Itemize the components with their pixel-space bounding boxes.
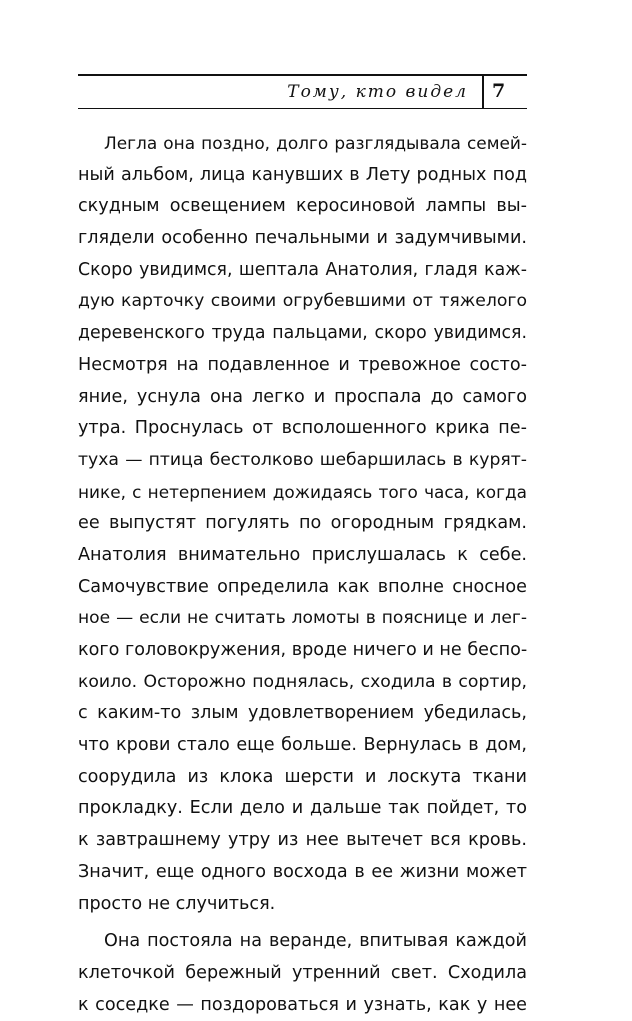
text-line: ное — если не считать ломоты в пояснице и лег- — [78, 608, 527, 629]
body-text — [78, 128, 527, 1021]
text-line: соорудила из клока шерсти и лоскута ткани — [78, 766, 527, 787]
text-line: к соседке — поздороваться и узнать, как у нее — [78, 994, 527, 1015]
text-line: что крови стало еще больше. Вернулась в дом, — [78, 735, 527, 756]
text-line: деревенского труда пальцами, скоро увидимся. — [78, 323, 527, 344]
paragraph — [78, 926, 527, 1021]
header-bottom-rule — [78, 108, 527, 109]
text-line: дую карточку своими огрубевшими от тяжелого — [78, 291, 527, 312]
text-line: Несмотря на подавленное и тревожное состо- — [78, 354, 527, 375]
text-line: нике, с нетерпением дожидаясь того часа, когда — [78, 481, 527, 502]
text-line: кого головокружения, вроде ничего и не беспо- — [78, 640, 527, 660]
text-line: ный альбом, лица канувших в Лету родных под — [78, 164, 527, 185]
text-line: Легла она поздно, долго разглядывала семей- — [104, 133, 527, 153]
text-line: Анатолия внимательно прислушалась к себе. — [78, 544, 527, 565]
header-top-rule — [78, 74, 527, 76]
text-line: утра. Проснулась от всполошенного крика пе- — [78, 418, 527, 439]
text-line: к завтрашнему утру из нее вытечет вся кровь. — [78, 830, 527, 851]
text-line: скудным освещением керосиновой лампы вы- — [78, 196, 527, 217]
text-line: Значит, еще одного восхода в ее жизни может — [78, 861, 527, 882]
text-line: коило. Осторожно поднялась, сходила в сортир, — [78, 671, 527, 692]
header-divider — [482, 76, 484, 109]
running-header — [78, 74, 527, 111]
text-line: просто не случиться. — [78, 893, 276, 914]
text-line: Самочувствие определила как вполне сносное — [78, 576, 527, 597]
text-line: яние, уснула она легко и проспала до самого — [78, 386, 527, 407]
running-title: Тому, кто видел — [287, 82, 468, 102]
text-line: глядели особенно печальными и задумчивыми. — [78, 228, 527, 249]
text-line: Она постояла на веранде, впитывая каждой — [104, 931, 527, 952]
text-line: прокладку. Если дело и дальше так пойдет, то — [78, 798, 527, 819]
paragraph — [78, 128, 527, 920]
text-line: Скоро увидимся, шептала Анатолия, гладя каж- — [78, 259, 527, 280]
text-line: с каким-то злым удовлетворением убедилась, — [78, 703, 527, 724]
text-line: клеточкой бережный утренний свет. Сходила — [78, 962, 527, 983]
page-number: 7 — [492, 80, 506, 102]
text-line: ее выпустят погулять по огородным грядкам. — [78, 513, 527, 534]
text-line: туха — птица бестолково шебаршилась в курят- — [78, 449, 527, 470]
